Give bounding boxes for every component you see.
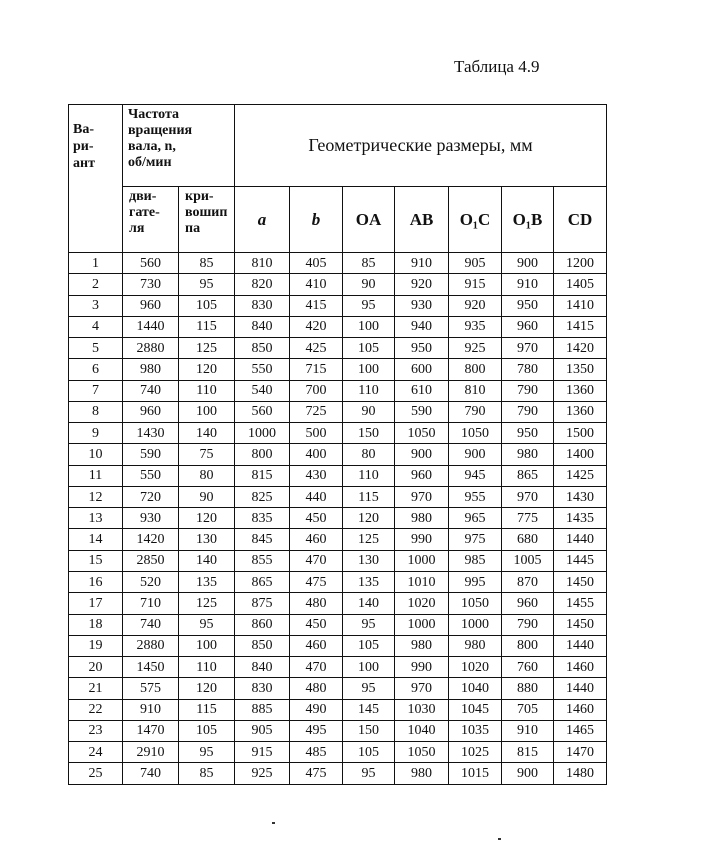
value-cell: 110 [343, 380, 395, 401]
value-cell: 940 [395, 316, 449, 337]
value-cell: 2880 [123, 338, 179, 359]
value-cell: 835 [235, 508, 290, 529]
value-cell: 1010 [395, 571, 449, 592]
value-cell: 1030 [395, 699, 449, 720]
table-row [69, 508, 607, 529]
value-cell: 490 [290, 699, 343, 720]
variant-cell: 25 [69, 763, 123, 785]
value-cell: 1450 [554, 571, 607, 592]
value-cell: 810 [449, 380, 502, 401]
value-cell: 1465 [554, 720, 607, 741]
table-row [69, 423, 607, 444]
value-cell: 1460 [554, 657, 607, 678]
value-cell: 2880 [123, 635, 179, 656]
value-cell: 450 [290, 614, 343, 635]
table-row [69, 763, 607, 785]
variant-cell: 19 [69, 635, 123, 656]
value-cell: 865 [502, 465, 554, 486]
value-cell: 830 [235, 678, 290, 699]
value-cell: 140 [179, 423, 235, 444]
value-cell: 1200 [554, 253, 607, 274]
value-cell: 1050 [395, 423, 449, 444]
value-cell: 1460 [554, 699, 607, 720]
value-cell: 475 [290, 571, 343, 592]
value-cell: 600 [395, 359, 449, 380]
value-cell: 120 [179, 359, 235, 380]
value-cell: 2910 [123, 742, 179, 763]
value-cell: 900 [449, 444, 502, 465]
value-cell: 1020 [449, 657, 502, 678]
table-row [69, 380, 607, 401]
variant-cell: 23 [69, 720, 123, 741]
variant-cell: 20 [69, 657, 123, 678]
value-cell: 500 [290, 423, 343, 444]
value-cell: 990 [395, 657, 449, 678]
value-cell: 485 [290, 742, 343, 763]
table-row [69, 571, 607, 592]
value-cell: 560 [123, 253, 179, 274]
value-cell: 105 [343, 338, 395, 359]
value-cell: 800 [235, 444, 290, 465]
table-row [69, 742, 607, 763]
value-cell: 1410 [554, 295, 607, 316]
value-cell: 925 [235, 763, 290, 785]
value-cell: 825 [235, 486, 290, 507]
header-engine: дви- гате- ля [123, 187, 179, 253]
value-cell: 1040 [449, 678, 502, 699]
value-cell: 1500 [554, 423, 607, 444]
value-cell: 135 [343, 571, 395, 592]
table-row [69, 657, 607, 678]
value-cell: 970 [395, 678, 449, 699]
value-cell: 2850 [123, 550, 179, 571]
table-row [69, 678, 607, 699]
value-cell: 1000 [235, 423, 290, 444]
header-dim-oa: OA [343, 187, 395, 253]
value-cell: 710 [123, 593, 179, 614]
value-cell: 950 [395, 338, 449, 359]
variant-cell: 4 [69, 316, 123, 337]
value-cell: 905 [235, 720, 290, 741]
value-cell: 125 [179, 338, 235, 359]
value-cell: 1440 [123, 316, 179, 337]
value-cell: 85 [179, 763, 235, 785]
table-row [69, 338, 607, 359]
value-cell: 405 [290, 253, 343, 274]
table-row [69, 635, 607, 656]
value-cell: 840 [235, 316, 290, 337]
value-cell: 930 [123, 508, 179, 529]
value-cell: 1000 [395, 550, 449, 571]
value-cell: 575 [123, 678, 179, 699]
value-cell: 720 [123, 486, 179, 507]
value-cell: 610 [395, 380, 449, 401]
value-cell: 100 [343, 657, 395, 678]
variant-cell: 11 [69, 465, 123, 486]
value-cell: 1040 [395, 720, 449, 741]
header-crank: кри- вошип па [179, 187, 235, 253]
value-cell: 1420 [554, 338, 607, 359]
table-row [69, 444, 607, 465]
value-cell: 130 [179, 529, 235, 550]
value-cell: 475 [290, 763, 343, 785]
value-cell: 135 [179, 571, 235, 592]
value-cell: 1440 [554, 635, 607, 656]
value-cell: 460 [290, 635, 343, 656]
value-cell: 1050 [395, 742, 449, 763]
value-cell: 1045 [449, 699, 502, 720]
header-geometry: Геометрические размеры, мм [235, 105, 607, 187]
value-cell: 700 [290, 380, 343, 401]
value-cell: 1470 [554, 742, 607, 763]
value-cell: 980 [449, 635, 502, 656]
value-cell: 1000 [395, 614, 449, 635]
value-cell: 790 [449, 401, 502, 422]
table-row [69, 295, 607, 316]
value-cell: 110 [343, 465, 395, 486]
value-cell: 1415 [554, 316, 607, 337]
value-cell: 125 [343, 529, 395, 550]
value-cell: 740 [123, 763, 179, 785]
value-cell: 430 [290, 465, 343, 486]
variant-cell: 21 [69, 678, 123, 699]
value-cell: 550 [235, 359, 290, 380]
value-cell: 1450 [554, 614, 607, 635]
value-cell: 105 [179, 720, 235, 741]
value-cell: 950 [502, 295, 554, 316]
value-cell: 100 [179, 401, 235, 422]
value-cell: 1400 [554, 444, 607, 465]
value-cell: 780 [502, 359, 554, 380]
value-cell: 740 [123, 614, 179, 635]
value-cell: 1435 [554, 508, 607, 529]
value-cell: 75 [179, 444, 235, 465]
value-cell: 980 [502, 444, 554, 465]
value-cell: 1050 [449, 423, 502, 444]
value-cell: 1470 [123, 720, 179, 741]
value-cell: 115 [179, 316, 235, 337]
variant-cell: 2 [69, 274, 123, 295]
value-cell: 480 [290, 678, 343, 699]
header-dim-ab: AB [395, 187, 449, 253]
value-cell: 815 [502, 742, 554, 763]
value-cell: 1440 [554, 529, 607, 550]
value-cell: 1480 [554, 763, 607, 785]
table-row [69, 359, 607, 380]
value-cell: 920 [449, 295, 502, 316]
value-cell: 800 [502, 635, 554, 656]
value-cell: 885 [235, 699, 290, 720]
value-cell: 1360 [554, 380, 607, 401]
value-cell: 1440 [554, 678, 607, 699]
value-cell: 910 [395, 253, 449, 274]
value-cell: 590 [395, 401, 449, 422]
value-cell: 1000 [449, 614, 502, 635]
value-cell: 970 [502, 338, 554, 359]
value-cell: 910 [123, 699, 179, 720]
table-row [69, 465, 607, 486]
value-cell: 845 [235, 529, 290, 550]
value-cell: 1405 [554, 274, 607, 295]
value-cell: 1015 [449, 763, 502, 785]
value-cell: 80 [179, 465, 235, 486]
value-cell: 95 [343, 678, 395, 699]
value-cell: 960 [395, 465, 449, 486]
value-cell: 150 [343, 720, 395, 741]
value-cell: 965 [449, 508, 502, 529]
variant-cell: 5 [69, 338, 123, 359]
variant-cell: 6 [69, 359, 123, 380]
variant-cell: 24 [69, 742, 123, 763]
variant-cell: 22 [69, 699, 123, 720]
value-cell: 790 [502, 614, 554, 635]
value-cell: 1420 [123, 529, 179, 550]
value-cell: 440 [290, 486, 343, 507]
value-cell: 470 [290, 657, 343, 678]
value-cell: 865 [235, 571, 290, 592]
value-cell: 85 [343, 253, 395, 274]
value-cell: 900 [502, 763, 554, 785]
value-cell: 1445 [554, 550, 607, 571]
scan-speck [498, 838, 501, 840]
value-cell: 830 [235, 295, 290, 316]
value-cell: 120 [343, 508, 395, 529]
value-cell: 540 [235, 380, 290, 401]
variant-cell: 13 [69, 508, 123, 529]
value-cell: 560 [235, 401, 290, 422]
value-cell: 100 [179, 635, 235, 656]
value-cell: 990 [395, 529, 449, 550]
value-cell: 970 [395, 486, 449, 507]
value-cell: 850 [235, 338, 290, 359]
value-cell: 900 [395, 444, 449, 465]
value-cell: 520 [123, 571, 179, 592]
value-cell: 460 [290, 529, 343, 550]
value-cell: 960 [123, 295, 179, 316]
value-cell: 1050 [449, 593, 502, 614]
value-cell: 910 [502, 274, 554, 295]
value-cell: 980 [395, 763, 449, 785]
value-cell: 470 [290, 550, 343, 571]
value-cell: 715 [290, 359, 343, 380]
table-row [69, 720, 607, 741]
value-cell: 800 [449, 359, 502, 380]
value-cell: 400 [290, 444, 343, 465]
value-cell: 1360 [554, 401, 607, 422]
value-cell: 90 [179, 486, 235, 507]
value-cell: 705 [502, 699, 554, 720]
value-cell: 95 [179, 614, 235, 635]
value-cell: 725 [290, 401, 343, 422]
value-cell: 100 [343, 359, 395, 380]
value-cell: 95 [179, 274, 235, 295]
value-cell: 915 [235, 742, 290, 763]
value-cell: 105 [179, 295, 235, 316]
value-cell: 980 [395, 508, 449, 529]
value-cell: 905 [449, 253, 502, 274]
value-cell: 95 [343, 763, 395, 785]
table-row [69, 253, 607, 274]
value-cell: 860 [235, 614, 290, 635]
value-cell: 450 [290, 508, 343, 529]
value-cell: 1430 [554, 486, 607, 507]
dimensions-table [68, 104, 607, 785]
value-cell: 840 [235, 657, 290, 678]
value-cell: 1005 [502, 550, 554, 571]
value-cell: 1035 [449, 720, 502, 741]
value-cell: 815 [235, 465, 290, 486]
value-cell: 1430 [123, 423, 179, 444]
value-cell: 900 [502, 253, 554, 274]
value-cell: 90 [343, 401, 395, 422]
value-cell: 140 [343, 593, 395, 614]
variant-cell: 16 [69, 571, 123, 592]
value-cell: 995 [449, 571, 502, 592]
table-row [69, 274, 607, 295]
value-cell: 105 [343, 742, 395, 763]
variant-cell: 1 [69, 253, 123, 274]
variant-cell: 18 [69, 614, 123, 635]
value-cell: 550 [123, 465, 179, 486]
table-row [69, 401, 607, 422]
header-dim-a: a [235, 187, 290, 253]
variant-cell: 3 [69, 295, 123, 316]
value-cell: 410 [290, 274, 343, 295]
value-cell: 425 [290, 338, 343, 359]
value-cell: 790 [502, 380, 554, 401]
value-cell: 680 [502, 529, 554, 550]
value-cell: 960 [502, 593, 554, 614]
header-frequency: Частота вращения вала, n, об/мин [123, 105, 235, 187]
value-cell: 125 [179, 593, 235, 614]
header-dim-o1b: O₁B [502, 187, 554, 253]
variant-cell: 8 [69, 401, 123, 422]
variant-cell: 15 [69, 550, 123, 571]
table-row [69, 593, 607, 614]
value-cell: 740 [123, 380, 179, 401]
value-cell: 90 [343, 274, 395, 295]
table-row [69, 316, 607, 337]
variant-cell: 14 [69, 529, 123, 550]
value-cell: 930 [395, 295, 449, 316]
value-cell: 110 [179, 380, 235, 401]
value-cell: 820 [235, 274, 290, 295]
value-cell: 775 [502, 508, 554, 529]
value-cell: 110 [179, 657, 235, 678]
value-cell: 925 [449, 338, 502, 359]
value-cell: 960 [123, 401, 179, 422]
value-cell: 875 [235, 593, 290, 614]
table-body [69, 253, 607, 785]
value-cell: 955 [449, 486, 502, 507]
value-cell: 80 [343, 444, 395, 465]
table-row [69, 529, 607, 550]
value-cell: 970 [502, 486, 554, 507]
value-cell: 855 [235, 550, 290, 571]
value-cell: 1020 [395, 593, 449, 614]
value-cell: 1450 [123, 657, 179, 678]
value-cell: 495 [290, 720, 343, 741]
variant-cell: 17 [69, 593, 123, 614]
table-row [69, 699, 607, 720]
value-cell: 760 [502, 657, 554, 678]
value-cell: 935 [449, 316, 502, 337]
value-cell: 105 [343, 635, 395, 656]
value-cell: 415 [290, 295, 343, 316]
value-cell: 140 [179, 550, 235, 571]
value-cell: 790 [502, 401, 554, 422]
variant-cell: 12 [69, 486, 123, 507]
value-cell: 95 [343, 614, 395, 635]
value-cell: 915 [449, 274, 502, 295]
value-cell: 980 [123, 359, 179, 380]
value-cell: 100 [343, 316, 395, 337]
variant-cell: 9 [69, 423, 123, 444]
value-cell: 880 [502, 678, 554, 699]
value-cell: 95 [343, 295, 395, 316]
variant-cell: 7 [69, 380, 123, 401]
value-cell: 960 [502, 316, 554, 337]
value-cell: 850 [235, 635, 290, 656]
value-cell: 480 [290, 593, 343, 614]
value-cell: 975 [449, 529, 502, 550]
value-cell: 145 [343, 699, 395, 720]
value-cell: 945 [449, 465, 502, 486]
value-cell: 920 [395, 274, 449, 295]
table-row [69, 614, 607, 635]
table-row [69, 550, 607, 571]
value-cell: 420 [290, 316, 343, 337]
header-dim-o1c: O₁C [449, 187, 502, 253]
value-cell: 115 [343, 486, 395, 507]
value-cell: 120 [179, 508, 235, 529]
value-cell: 1025 [449, 742, 502, 763]
table-row [69, 486, 607, 507]
header-dim-cd: CD [554, 187, 607, 253]
value-cell: 85 [179, 253, 235, 274]
header-variant: Ва- ри- ант [69, 105, 123, 253]
value-cell: 810 [235, 253, 290, 274]
value-cell: 1350 [554, 359, 607, 380]
variant-cell: 10 [69, 444, 123, 465]
value-cell: 985 [449, 550, 502, 571]
value-cell: 1425 [554, 465, 607, 486]
value-cell: 130 [343, 550, 395, 571]
value-cell: 590 [123, 444, 179, 465]
value-cell: 950 [502, 423, 554, 444]
value-cell: 150 [343, 423, 395, 444]
value-cell: 870 [502, 571, 554, 592]
table-caption: Таблица 4.9 [454, 57, 540, 76]
value-cell: 980 [395, 635, 449, 656]
header-dim-b: b [290, 187, 343, 253]
value-cell: 120 [179, 678, 235, 699]
value-cell: 730 [123, 274, 179, 295]
scan-speck [272, 822, 275, 824]
value-cell: 95 [179, 742, 235, 763]
value-cell: 910 [502, 720, 554, 741]
value-cell: 115 [179, 699, 235, 720]
value-cell: 1455 [554, 593, 607, 614]
